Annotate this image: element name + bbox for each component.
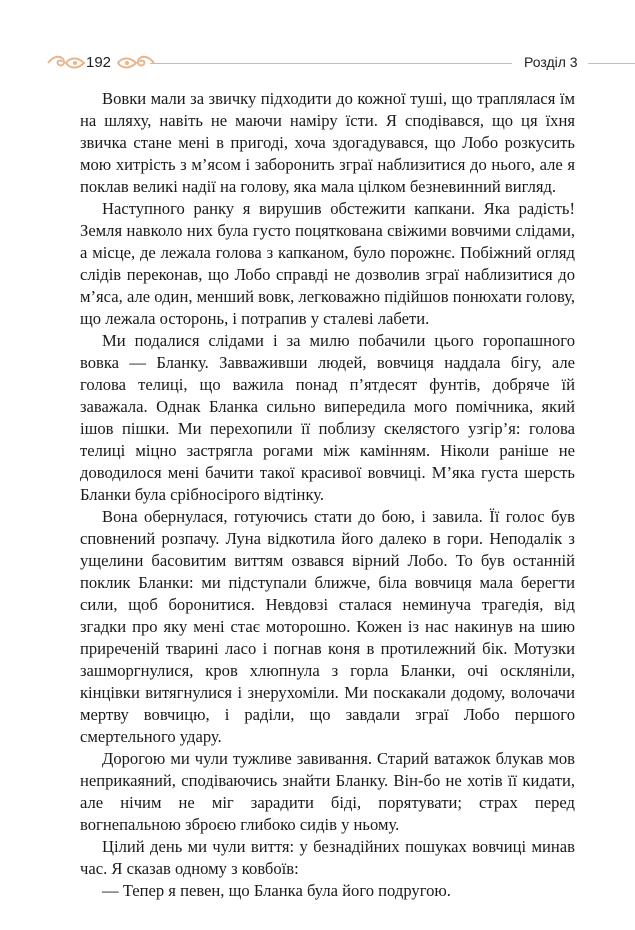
- paragraph: Вовки мали за звичку підходити до кожної туші, що траплялася їм на шляху, навіть не маючи наміру їсти. Я сподівався, що ця їхня звичка стане мені в пригоді, хоча здогадувався, що Лобо розкусить мою хитрість з м’ясом і заборонить зграї наблизитися до нього, але я поклав великі надії на голову, яка мала цілком безневинний вигляд.: [80, 89, 575, 196]
- paragraph: Дорогою ми чули тужливе завивання. Старий ватажок блукав мов неприкаяний, сподіваючись знайти Бланку. Він-бо не хотів її кидати, але нічим не міг зарадити біді, порятувати; страх перед вогнепальною зброєю глибоко сидів у ньому.: [80, 749, 575, 834]
- paragraph: Цілий день ми чули виття: у безнадійних пошуках вовчиці минав час. Я сказав одному з ковбоїв:: [80, 837, 575, 878]
- page-number: 192: [86, 54, 112, 71]
- paragraph: Вона обернулася, готуючись стати до бою, і завила. Її голос був сповнений розпачу. Луна відкотила його далеко в гори. Неподалік з ущелини басовитим виттям озвався вірний Лобо. То був останній поклик Бланки: ми підступали ближче, біла вовчиця мала берегти сили, щоб боронитися. Невдовзі сталася неминуча трагедія, від згадки про яку мені стає моторошно. Кожен із нас накинув на шию приреченій тварині ласо і погнав коня в протилежний бік. Мотузки зашморгнулися, кров хлюпнула з горла Бланки, очі оскляніли, кінцівки витягнулися і знерухоміли. Ми поскакали додому, волочачи мертву вовчицю, і раділи, що завдали зграї Лобо першого смертельного удару.: [80, 507, 575, 746]
- scroll-ornament-left-icon: [46, 52, 86, 74]
- paragraph: — Тепер я певен, що Бланка була його подругою.: [102, 881, 451, 900]
- section-title: Розділ 3: [524, 54, 578, 70]
- header-divider-right: [588, 63, 635, 64]
- page-header: [0, 52, 635, 76]
- header-divider: [150, 63, 512, 64]
- paragraph: Наступного ранку я вирушив обстежити капкани. Яка радість! Земля навколо них була густо поцяткована свіжими вовчими слідами, а місце, де лежала голова з капканом, було порожнє. Побіжний огляд слідів переконав, що Лобо справді не дозволив зграї наблизитися до м’яса, але один, менший вовк, легковажно підійшов понюхати голову, що лежала осторонь, і потрапив у сталеві лабети.: [80, 199, 575, 328]
- body-text: [80, 88, 575, 902]
- paragraph: Ми подалися слідами і за милю побачили цього горопашного вовка — Бланку. Завваживши людей, вовчиця наддала бігу, але голова телиці, що важила понад п’ятдесят фунтів, добряче їй заважала. Однак Бланка сильно випередила мого помічника, який ішов пішки. Ми перехопили її поблизу скелястого узгір’я: голова телиці міцно застрягла рогами між камінням. Ніколи раніше не доводилося мені бачити такої красивої вовчиці. М’яка густа шерсть Бланки була срібносірого відтінку.: [80, 331, 575, 504]
